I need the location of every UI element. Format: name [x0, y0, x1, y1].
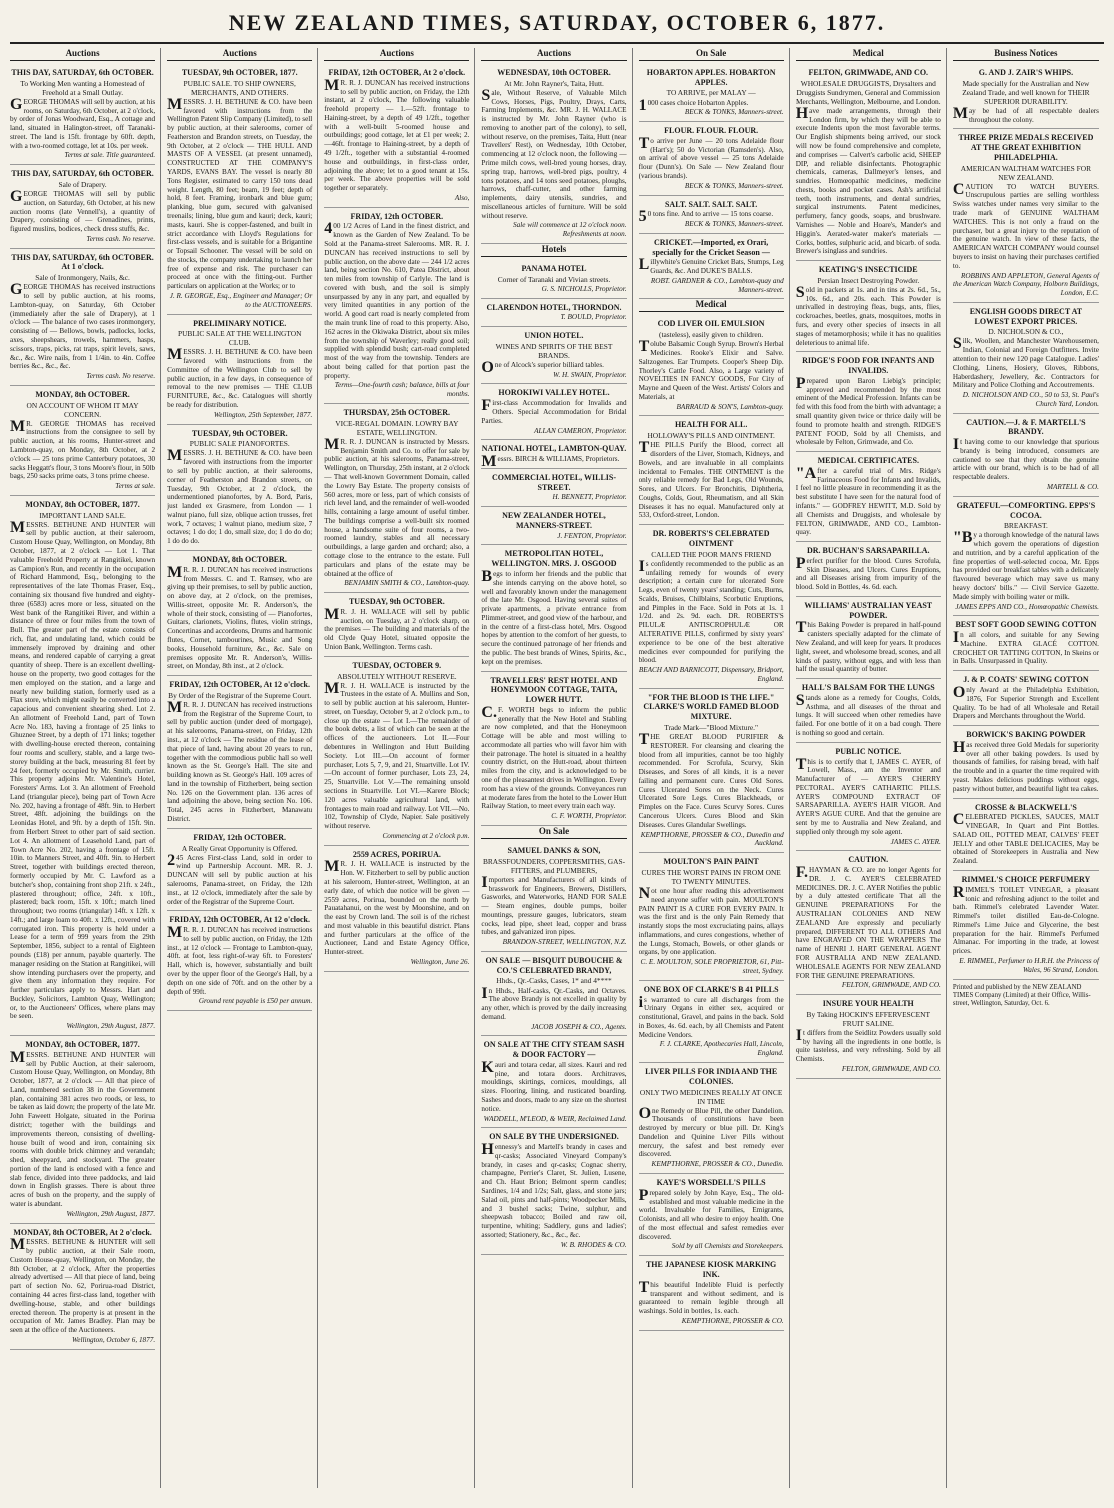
advertisement	[481, 507, 626, 545]
ad-body: Is confidently recommended to the public as an unfailing remedy for wounds of every description; a certain cure for ulcerated Sore Legs, even of twenty years' standing; Cuts, Burns, Scalds, Bruises, Chilblains, Scorbutic Eruptions, and Pimples in the Face. Sold in Pots at 1s. 1 1/2d. and 2s. 9d. each. DR. ROBERTS'S PILULÆ ANTISCROPHULÆ OR ALTERATIVE PILLS, confirmed by sixty years' experience to be one of the best alterative medicines ever compounded for purifying the blood.	[638, 557, 784, 665]
ad-body: RIMMEL'S TOILET VINEGAR, a pleasant tonic and refreshing adjunct to the toilet and bath. Rimmel's celebrated Lavender Water. Rimmel's toilet distilled Eau-de-Cologne. Rimmel's Lime Juice and Glycerine, the best preparation for the hair. Rimmel's Perfumed Almanac. For importing in the trade, at lowest prices.	[952, 883, 1099, 956]
advertisement	[324, 657, 469, 846]
ad-title: MONDAY, 8th OCTOBER.	[35, 389, 130, 399]
ad-title: NATIONAL HOTEL, LAMBTON-QUAY.	[481, 444, 627, 454]
ad-title: FRIDAY, 12th OCTOBER, At 2 o'clock.	[328, 67, 466, 77]
section-heading: Medical	[639, 299, 784, 312]
ad-title: HOBARTON APPLES. HOBARTON APPLES.	[646, 67, 776, 87]
ad-title: CLARENDON HOTEL, THORNDON.	[486, 302, 622, 312]
advertisement	[481, 260, 626, 299]
ad-title: HEALTH FOR ALL.	[674, 420, 748, 430]
advertisement	[953, 726, 1099, 798]
ad-title: FRIDAY, 12th OCTOBER, At 12 o'clock.	[169, 680, 311, 690]
newspaper-page	[10, 10, 1104, 1488]
ad-body: MR. J. H. WALLACE is instructed by the Trustees in the estate of A. Mullins and Son, to sell by public auction at his saleroom, Hunter-street, on Tuesday, October 9, at 2 o'clock p.m., to close up the estate — Lot I.—The remainder of the book debts, a list of which can be seen at the offices of the auctioneers. Lot II.—Four debentures in Wellington and Hutt Building Society. Lot III.—On account of former purchaser, Lots 5, 7, 9, and 21, Stuartville. Lot IV.—On account of former purchaser, Lots 23, 24, 25, Stuartville. Lot V.—The remaining unsold sections in Stuartville. Lot VI.—Karere Block; 120 acres valuable agricultural land, with frontages to main road and railway. Lot VII.—No. 102, Township of Clyde, Napier. Sale positively without reserve.	[324, 679, 470, 831]
ad-body: Has received three Gold Medals for superiority over all other baking powders. Is used by thousands of families, for raising bread, with half the trouble and in a quarter the time required with yeast. Makes delicious puddings without eggs, pastry without butter, and beautiful light tea cakes.	[952, 738, 1099, 793]
ad-body: CELEBRATED PICKLES, SAUCES, MALT VINEGAR, In Quart and Pint Bottles. SALAD OIL, POTTED MEAT, CALVES' FEET JELLY and other TABLE DELICACIES, May be obtained of Storekeepers in Australia and New Zealand.	[952, 811, 1099, 866]
advertisement	[796, 64, 941, 261]
ad-subtitle: By Order of the Registrar of the Supreme Court.	[168, 690, 312, 700]
ad-title: WILLIAMS' AUSTRALIAN YEAST POWDER.	[804, 600, 933, 620]
advertisement	[639, 196, 784, 234]
ad-body: Silk, Woollen, and Manchester Warehousemen, Indian, Colonial and Foreign Outfitters. Invite attention to their new 120 page Catalogue. Ladies' Clothing, Linens, Hosiery, Gloves, Ribbons, Haberdashery, Jewellery, &c. Contractors for Military and Police Clothing and Accoutrements.	[952, 335, 1099, 390]
ad-body: Sale, Without Reserve, of Valuable Milch Cows, Horses, Pigs, Poultry, Drays, Carts, Farming Implements, &c. MR. J. H. WALLACE is instructed by Mr. John Rayner (who is removing to another part of the colony), to sell, without reserve, on the premises, Taita, Hutt (near Travellers' Rest), on Wednesday, 10th October, commencing at 12 o'clock noon, the following — Prime milch cows, well-bred young horses, dray, spring trap, harrows, well-bred pigs, poultry, 4 tons potatoes, and 14 tons seed potatoes, ploughs, harrows, chaff-cutter, and other farming implements, dairy utensils, sundries, and miscellaneous articles of furniture. Will be sold without reserve.	[481, 86, 627, 220]
advertisement	[10, 249, 155, 386]
ad-signature: BRANDON-STREET, WELLINGTON, N.Z.	[502, 938, 627, 947]
ad-signature: BECK & TONKS, Manners-street.	[684, 220, 784, 229]
ad-title: MONDAY, 8th OCTOBER.	[192, 554, 287, 564]
ad-subtitle: HOLLOWAY'S PILLS AND OINTMENT.	[647, 431, 775, 441]
advertisement	[324, 846, 469, 972]
ad-body: C.F. WORTH begs to inform the public generally that the New Hotel and Stabling are now completed, and that the Honeymoon Cottage will be able and most willing to accommodate all parties who will favor him with their patronage. The hotel is situated in a healthy country district, on the Hutt-road, about thirteen miles from the city, and is acknowledged to be one of the pleasantest drives in Wellington. Every room has a view of the grounds. Conveyances run at moderate fares from the hotel to the Lower Hutt Railway Station, to meet every train each way.	[481, 703, 627, 811]
ad-signature: J. R. GEORGE, Esq., Engineer and Manager; Or to the AUCTIONEERS.	[169, 291, 313, 309]
ad-signature: KEMPTHORNE, PROSSER & CO., Dunedin and Auckland.	[640, 830, 784, 848]
column-1	[10, 48, 161, 1488]
advertisement	[639, 64, 784, 122]
ad-body: GEORGE THOMAS will sell by auction, at his rooms, on Saturday, 6th October, at 2 o'clock, by order of Jonas Woodward, Esq., A cottage and land, situated in Halington-street, off Taranaki-street. The land is 15ft. frontage by 60ft. depth, with a two-roomed cottage, let at 10s. per week.	[10, 95, 156, 150]
advertisement	[10, 64, 155, 165]
ad-subtitle: To Working Men wanting a Homestead of Freehold at a Small Outlay.	[20, 78, 145, 97]
advertisement	[953, 129, 1099, 302]
ad-body: This Baking Powder is prepared in half-pound canisters specially adapted for the climate of New Zealand, and will keep for years. It produces light, sweet, and wholesome bread, scones, and all kinds of pastry, without eggs, and with less than half the usual quantity of butter.	[795, 619, 941, 674]
ad-body: THE PILLS Purify the Blood, correct all disorders of the Liver, Stomach, Kidneys, and Bowels, and are invaluable in all complaints incidental to Females. THE OINTMENT is the only reliable remedy for Bad Legs, Old Wounds, Sores, and Ulcers. For Bronchitis, Diphtheria, Coughs, Colds, Gout, Rheumatism, and all Skin Diseases it has no equal. Manufactured only at 533, Oxford-street, London.	[638, 439, 784, 520]
ad-body: Perfect purifier for the blood. Cures Scrofula, Skin Diseases, and Ulcers. Cures Eruptions, and all Diseases arising from impurity of the blood. Sold in Bottles, 4s. 6d. each.	[795, 554, 941, 592]
ad-title: DR. ROBERTS'S CELEBRATED OINTMENT	[652, 529, 770, 548]
ad-title: THIS DAY, SATURDAY, 6th OCTOBER.	[11, 169, 154, 179]
ad-subtitle: (tasteless), easily given to children.	[659, 330, 764, 340]
ad-signature: JAMES EPPS AND CO., Homœopathic Chemists.	[955, 602, 1099, 611]
ad-subtitle: PUBLIC SALE AT THE WELLINGTON CLUB.	[177, 329, 302, 348]
ad-subtitle: Sale of Ironmongery, Nails, &c.	[35, 273, 130, 283]
advertisement	[639, 981, 784, 1063]
ad-subtitle: VICE-REGAL DOMAIN. LOWRY BAY ESTATE, WELLINGTON.	[335, 418, 459, 437]
advertisement	[481, 384, 626, 440]
ad-subtitle: Persian Insect Destroying Powder.	[817, 275, 920, 285]
ad-title: GRATEFUL—COMFORTING. EPPS'S COCOA.	[956, 500, 1096, 520]
ad-body: 50 tons fine. And to arrive — 15 tons coarse.	[638, 208, 774, 226]
ad-signature: W. B. RHODES & CO.	[560, 1240, 627, 1249]
ad-body: Have made arrangements, through their London firm, by which they will be able to execute Indents upon the most favorable terms. Our English shipments being arrived, our stock will now be found comprehensive and complete, and comprises — Calvert's carbolic acid, SHEEP DIP, and reliable disinfectants. Photographic chemicals, cameras, Dallmeyer's lenses, and sundries. Homœopathic medicines, medicine chests, books and pocket cases. Ash's artificial teeth, tooth instruments, and dental sundries, surgical instruments. Patent medicines, perfumery, fancy goods, soaps, and brushware. Varnishes — Noble and Hoare's, Mander's and Higgin's. Aerated-water maker's materials — Corks, bottles, sulphuric acid, and bicarb. of soda. Brewer's isinglass and sundries.	[795, 104, 941, 256]
imprint: Printed and published by the NEW ZEALAND TIMES Company (Limited) at their Office, Willis-street, Wellington, Saturday, Oct. 6.	[952, 983, 1091, 1008]
ad-body: MESSRS. BETHUNE & HUNTER will sell by public auction, at their Sale room, Custom House-quay, Wellington, on Monday, the 8th October, at 2 o'clock, After the properties already advertised — All that piece of land, being part of section No. 62, Porirua-road District, containing 44 acres first-class land, together with dwelling-house, stable, and other buildings erected thereon. The property is at present in the occupation of Mr. James Bradley. Plan may be seen at the office of the Auctioneers.	[10, 1236, 156, 1335]
ad-subtitle: By Taking HOCKIN'S EFFERVESCENT FRUIT SALINE.	[806, 1009, 931, 1028]
column-heading: Auctions	[10, 48, 155, 61]
section-heading: Hotels	[481, 244, 626, 257]
ad-body: MR. R. J. DUNCAN has received instructions from the Registrar of the Supreme Court, to sell by public auction (under deed of mortgage), at his salerooms, Panama-street, on Friday, 12th inst., at 12 o'clock — The residue of the lease of that piece of land, having about 20 years to run, together with the commodious public hall so well known as the St. George's Hall. The site and building known as St. George's Hall. 109 acres of land in the township of Fitzherbert, being section No. 126 on the Government plan. 136 acres of land adjoining the above, being section No. 106. Total, 245 acres in Fitzherbert, Manawatu District.	[167, 698, 313, 824]
ad-subtitle: PUBLIC SALE. TO SHIP OWNERS, MERCHANTS, AND OTHERS.	[183, 78, 296, 97]
ad-signature: KEMPTHORNE, PROSSER & CO., Dunedin.	[651, 1160, 784, 1169]
ad-title: CRICKET.—Imported, ex Orari, specially for the Cricket Season —	[652, 237, 770, 257]
advertisement	[10, 1224, 155, 1350]
ad-body: Sold in packets at 1s. and in tins at 2s. 6d., 5s., 10s. 6d., and 20s. each. This Powder is unrivalled in destroying fleas, bugs, ants, flies, cockroaches, beetles, gnats, mosquitoes, moths in furs, and every other species of insects in all stages of metamorphosis; while it has no qualities deleterious to animal life.	[795, 283, 941, 347]
ad-body: Only Award at the Philadelphia Exhibition, 1876, For Superior Strength and Excellent Quality. To be had of all Wholesale and Retail Drapers and Merchants throughout the World.	[952, 684, 1099, 721]
ad-body: MR. R. J. DUNCAN has received instructions to sell by public auction, on Friday, the 12th instant, at 2 o'clock, The following valuable freehold property — 1.—52ft. frontage to Haining-street, by a depth of 49 1/2ft., together with a well-built 5-roomed house and outbuildings; good cottage, let at £1 per week; 2.—46ft. frontage to Haining-street, by a depth of 49 1/2ft., together with a substantial 4-roomed house and outbuildings, in first-class order, adjoining the above; let to a good tenant at 15s. per week. The above properties will be sold together or separately.	[324, 76, 470, 193]
ad-subtitle: Hhds., Qr.-Casks, Cases, 1* and 4****	[496, 976, 612, 986]
ad-signature: Wellington, 29th August, 1877.	[66, 1209, 156, 1218]
ad-subtitle: TO ARRIVE, per MALAY —	[666, 88, 756, 98]
ad-title: THIS DAY, SATURDAY, 6th OCTOBER.	[11, 67, 154, 77]
ad-signature: Terms at sale.	[115, 482, 156, 491]
advertisement	[639, 1174, 784, 1256]
ad-body: MR. J. H. WALLACE will sell by public auction, on Tuesday, at 2 o'clock sharp, on the premises — The building and materials of the old Clyde Quay Hotel, situated opposite the Union Bank, Wellington. Terms cash.	[324, 605, 470, 651]
ad-title: NEW ZEALANDER HOTEL, MANNERS-STREET.	[502, 511, 606, 530]
advertisement	[481, 952, 626, 1036]
advertisement	[167, 425, 312, 551]
ad-title: THURSDAY, 25th OCTOBER.	[343, 408, 451, 418]
ad-subtitle: PUBLIC SALE PIANOFORTES.	[189, 439, 290, 449]
ad-title: FELTON, GRIMWADE, AND CO.	[808, 67, 929, 77]
ad-signature: Terms—One-fourth cash; balance, bills at four months.	[334, 381, 470, 399]
ad-signature: Also,	[454, 193, 470, 202]
column-3	[324, 48, 475, 1488]
ad-subtitle: ONLY TWO MEDICINES REALLY AT ONCE IN TIME	[639, 1087, 783, 1106]
ad-body: In all colors, and suitable for any Sewing Machine. EXTRA GLACÉ COTTON. CROCHET OR TATTING COTTON, In Skeins or in Balls. Unsurpassed in Quality.	[952, 629, 1099, 666]
ad-signature: MARTELL & CO.	[1046, 483, 1099, 492]
ad-signature: Terms cash. No reserve.	[86, 372, 156, 381]
ad-body: THE GREAT BLOOD PURIFIER & RESTORER. For cleansing and clearing the blood from all impurities, cannot be too highly recommended. For Scrofula, Scurvy, Skin Diseases, and Sores of all kinds, it is a never failing and permanent cure. Cures Old Sores. Cures Ulcerated Sores on the Neck. Cures Ulcerated Sore Legs. Cures Blackheads, or Pimples on the Face. Cures Scurvy Sores. Cures Cancerous Ulcers. Cures Blood and Skin Diseases. Cures Glandular Swellings.	[638, 731, 784, 829]
ad-title: LIVER PILLS FOR INDIA AND THE COLONIES.	[645, 1067, 778, 1086]
ad-body: Tolube Balsamic Cough Syrup. Brown's Herbal Medicines. Rooke's Elixir and Salve. Saltzogenes. Ear Trumpets. Cooper's Sheep Dip. Thorley's Cattle Food. Also, a Large variety of NOVELTIES IN FANCY GOODS, For City of Mayne and Queen of the West. Artists' Colors and Materials, at	[638, 338, 784, 401]
ad-title: SAMUEL DANKS & SON,	[507, 845, 601, 855]
ad-body: MESSRS. BETHUNE AND HUNTER will sell by public auction, at their saleroom, Custom House Quay, Wellington, on Monday, 8th October, 1877, at 2 o'clock — Lot 1. That valuable Freehold Property at Rangitikei, known as Campion's Run, and recently in the occupation of Richard Hammond, Esq., belonging to the representatives of the late Thomas Fraser, Esq., containing six thousand five hundred and eighty-three (6583) acres more or less, situated on the West bank of the Rangitikei River, and within a distance of three or four miles from the town of Bull. The greater part of the estate consists of rich, flat, and undulating land, which could be immensely improved by draining and other means, and rendered capable of carrying a great quantity of sheep. There is an excellent dwelling-house on the property, two good cottages for the men employed on the station, and a large and nearly new building station, formerly used as a Flax store, which might easily be converted into a capacious and convenient shearing shed. Lot 2. An allotment of Freehold Land, part of Town Acre No. 183, having a frontage of 25 links to Ghuznee Street, by a depth of 171 links; together with dwelling-house erected thereon, containing four rooms and scullery, stable, and a large two-storey building at the back, measuring 81 feet by 24 feet, formerly occupied by Mr. Smith, currier. This property adjoins Mr. Valentine's Hotel, Foresters' Arms. Lot 3. An allotment of Freehold Land (triangular piece), being part of Town Acre No. 202, having a frontage of 48ft. 9in. to Herbert Street, 48ft. adjoining the buildings on the Leonidas Hotel, and 9ft. by a depth of 15ft. 9in. from Herbert Street to other part of said section. Lot 4. An allotment of Leasehold Land, part of Town Acre No. 202, having a frontage of 15ft. 10in. to Manners Street, and 40ft. 9in. to Herbert Street, together with buildings erected thereon, formerly occupied by Mr. C. Lawford as a butcher's shop, containing front shop 21ft. x 24ft., plastered throughout; office, 24ft. x 10ft., plastered; back room, 15ft. x 10ft.; match lined throughout; two rooms (triangular) 14ft. x 12ft. x 14ft.; and large loam to 40ft. x 12ft., covered with corrugated iron. This property is held under a Lease for a term of 999 years from the 29th September, 1856, subject to a rental of Eighteen pounds (£18) per annum, payable quarterly. The manager residing on the Station at Rangitikei, will show intending purchasers over the property, and give them any information they require. For further particulars apply to Messrs. Hart and Buckley, Solicitors, Lambton Quay, Wellington; or, to the Auctioneers' Offices, where plans may be seen.	[10, 518, 156, 1021]
ad-body: MESSRS. J. H. BETHUNE & CO. have been favored with instructions from the Committee of the Wellington Club to sell by public auction, in a few days, in consequence of removal to the new premises — THE CLUB FURNITURE, &c., &c. Catalogues will shortly be ready for distribution.	[167, 346, 313, 410]
ad-signature: BENJAMIN SMITH & CO., Lambton-quay.	[344, 579, 470, 588]
column-heading: Business Notices	[953, 48, 1099, 61]
advertisement	[796, 597, 941, 679]
ad-body: GEORGE THOMAS will sell by public auction, on Saturday, 6th October, at his new auction rooms (late Vennell's), a quantity of Drapery, consisting of — Grenadines, prints, figured muslins, bodices, check dress stuffs, &c.	[10, 188, 156, 234]
advertisement	[167, 911, 312, 1011]
masthead: NEW ZEALAND TIMES, SATURDAY, OCTOBER 6, 1877.	[10, 10, 1104, 44]
advertisement	[953, 871, 1099, 980]
advertisement	[953, 64, 1099, 129]
ad-title: FRIDAY, 12th OCTOBER.	[350, 211, 444, 221]
ad-title: G. AND J. ZAIR'S WHIPS.	[978, 67, 1074, 77]
ad-body: MR. J. H. WALLACE is instructed by the Hon. W. Fitzherbert to sell by public auction at his saleroom, Hunter-street, Wellington, at an early date, of which due notice will be given — 2559 acres, Porirua, bounded on the north by Pauatahanui, on the west by Moonshine, and on the east by Crown land. The soil is of the richest and most valuable in this beautiful district. Plans and further particulars at the office of the Auctioneer, Land and Estate Agency Office, Hunter-street.	[324, 858, 470, 957]
ad-title: MONDAY, 8th OCTOBER, 1877.	[25, 499, 140, 509]
advertisement	[796, 743, 941, 852]
advertisement	[481, 545, 626, 671]
ad-title: J. & P. COATS' SEWING COTTON	[963, 675, 1089, 685]
advertisement	[481, 64, 626, 244]
ad-signature: Ground rent payable is £50 per annum.	[198, 997, 313, 1006]
ad-title: RIMMEL'S CHOICE PERFUMERY	[961, 875, 1091, 884]
ad-body: MR. R. J. DUNCAN has received instructions from Messrs. C. and T. Ramsey, who are giving up their premises, to sell by public auction, on above day, at 2 o'clock, on the premises, Willis-street, opposite Mr. R. Anderson's, the whole of their stock, consisting of — Pianofortes, Guitars, clarionets, Violins, flutes, violin strings, Concertinas and accordeons, Drums and harmonic flutes, Cornet, tambourines, Music and Song books, Household furniture, &c., &c. Sale on premises opposite Mr. R. Anderson's, Willis-street, on Monday, 8th inst., at 2 o'clock.	[167, 563, 313, 671]
ad-signature: D. NICHOLSON AND CO., 50 to 53, St. Paul's Church Yard, London.	[962, 391, 1099, 408]
ad-body: 400 1/2 Acres of Land in the finest district, and known as the Garden of New Zealand. To be Sold at the Panama-street Salerooms. MR. R. J. DUNCAN has received instructions to sell by public auction, on the above date — 244 1/2 acres land, being section No. 610, Patea District, about ten miles from township of Carlyle. The land is covered with bush, and the soil is simply unsurpassed by any in any part, and equalled by very limited quantities in any portion of the world. A good cart road is nearly completed from the main trunk line of road to this property. Also, 162 acres in the Okiwaka District, about six miles from the township of Waverley; really good soil; supplied with splendid bush; cart-road completed most of the way from the township. Tenders are about being called for that portion past the property.	[324, 220, 470, 380]
ad-signature: Wellington, October 6, 1877.	[71, 1335, 156, 1344]
ad-body: Lillywhite's Genuine Cricket Bats, Stumps, Leg Guards, &c. And DUKE'S BALLS.	[638, 256, 784, 276]
advertisement	[639, 525, 784, 688]
advertisement	[10, 165, 155, 248]
ad-signature: WADDELL, M'LEOD, & WEIR, Reclaimed Land.	[483, 1114, 627, 1123]
advertisement	[167, 315, 312, 425]
ad-subtitle: CALLED THE POOR MAN'S FRIEND	[651, 549, 772, 559]
advertisement	[953, 497, 1099, 617]
ad-subtitle: At Mr. John Rayner's, Taita, Hutt.	[504, 78, 604, 88]
ad-subtitle: Made specially for the Australian and New Zealand Trade, and well known for THEIR SUPERIOR DURABILITY.	[962, 78, 1090, 106]
ad-title: THREE PRIZE MEDALS RECEIVED AT THE GREAT EXHIBITION PHILADELPHIA.	[958, 133, 1094, 162]
ad-signature: Terms at sale. Title guaranteed.	[64, 151, 156, 160]
advertisement	[953, 303, 1099, 414]
ad-title: RIDGE'S FOOD FOR INFANTS AND INVALIDS.	[802, 356, 935, 376]
ad-subtitle: A Really Great Opportunity is Offered.	[181, 843, 298, 853]
advertisement	[796, 261, 941, 352]
advertisement	[796, 352, 941, 452]
ad-title: FRIDAY, 12th OCTOBER, At 12 o'clock.	[169, 915, 311, 925]
ad-title: CAUTION.—J. & F. MARTELL'S BRANDY.	[966, 417, 1086, 437]
ad-signature: C. F. WORTH, Proprietor.	[551, 812, 627, 821]
ad-subtitle: BREAKFAST.	[1003, 521, 1048, 531]
ad-title: MEDICAL CERTIFICATES.	[817, 456, 919, 466]
advertisement	[481, 440, 626, 469]
ad-body: 1000 cases choice Hobarton Apples.	[638, 96, 749, 114]
ad-body: It having come to our knowledge that spurious brandy is being introduced, consumers are cautioned to see that they obtain the genuine article with our brand, which is to be had of all respectable dealers.	[952, 436, 1099, 482]
advertisement	[481, 469, 626, 507]
advertisement	[639, 689, 784, 853]
advertisement	[639, 234, 784, 300]
ad-title: PANAMA HOTEL	[521, 264, 587, 273]
ad-body: 245 Acres First-class Land, sold in order to wind up Partnership Account. MR. R. J. DUNCAN will sell by public auction at his salerooms, Panama-street, on Friday, the 12th inst., at 12 o'clock, immediately after the sale by order of the Registrar of the Supreme Court.	[167, 851, 313, 906]
ad-title: ONE BOX OF CLARKE'S B 41 PILLS	[643, 984, 779, 994]
column-6	[796, 48, 947, 1488]
columns-container	[10, 48, 1104, 1488]
advertisement	[796, 679, 941, 743]
advertisement	[324, 593, 469, 657]
ad-signature: H. BENNETT, Proprietor.	[552, 493, 627, 502]
ad-body: First-class Accommodation for Invalids and Others. Special Accommodation for Bridal Parties.	[481, 397, 627, 425]
ad-signature: Commencing at 2 o'clock p.m.	[382, 831, 470, 840]
ad-body: To arrive per June — 20 tons Adelaide flour (Hart's); 50 do Victorian (Ramsden's). Also, on arrival of above vessel — 25 tons Adelaide flour (Dunn's). On Sale — New Zealand flour (various brands).	[638, 134, 784, 180]
ad-subtitle: WINES AND SPIRITS OF THE BEST BRANDS.	[495, 341, 613, 360]
ad-body: MESSRS. J. H. BETHUNE & CO. have been favored with instructions from the importer to sell by public auction, at their salerooms, corner of Featherston and Brandon streets, on Tuesday, 9th October, at 2 o'clock, the undermentioned pianofortes, by A. Bord, Paris, just landed ex Grasmere, from London — 1 walnut piano, full size, oblique action trusses, fret work, 7 octaves; 1 walnut piano, medium size, 7 octaves; 1 do do; 1 do, small size, do; 1 do do do; 1 do do do.	[167, 447, 313, 546]
ad-title: MONDAY, 8th OCTOBER, At 2 o'clock.	[13, 1227, 152, 1237]
ad-title: WEDNESDAY, 10th OCTOBER.	[497, 67, 611, 77]
ad-title: DR. BUCHAN'S SARSAPARILLA.	[807, 546, 930, 556]
advertisement	[324, 64, 469, 208]
ad-title: SALT. SALT. SALT. SALT.	[664, 199, 758, 209]
ad-body: In Hhds., Half-casks, Qr.-Casks, and Octaves. The above Brandy is not excelled in quality by any other, which is proved by the daily increasing demand.	[481, 984, 627, 1021]
ad-body: MR. R. J. DUNCAN has received instructions to sell by public auction, on Friday, the 12th inst., at 12 o'clock — Frontage to Lambton-quay, 40ft. at foot, less right-of-way 6ft. to Foresters' Hall, which is, however, substantially and built over by the upper floor of the George's Hall, by a depth on one side of 70ft. and on the other by a depth of 99ft.	[167, 924, 313, 996]
advertisement	[167, 551, 312, 676]
ad-title: COD LIVER OIL EMULSION	[657, 319, 765, 329]
advertisement	[167, 676, 312, 829]
ad-signature: KEMPTHORNE, PROSSER & CO.	[681, 1316, 784, 1325]
column-heading: Auctions	[481, 48, 626, 61]
ad-title: FLOUR. FLOUR. FLOUR.	[664, 126, 759, 136]
advertisement	[796, 851, 941, 995]
advertisement	[167, 829, 312, 911]
advertisement	[953, 799, 1099, 871]
ad-title: 2559 ACRES, PORIRUA.	[352, 849, 441, 859]
column-heading: Auctions	[167, 48, 312, 61]
ad-signature: BECK & TONKS, Manners-street.	[684, 181, 784, 190]
ad-body: One of Alcock's superior billiard tables.	[481, 358, 604, 376]
advertisement	[639, 1063, 784, 1174]
ad-body: This is to certify that I, JAMES C. AYER, of Lowell, Mass., am the Inventor and Manufacturer of — AYER'S CHERRY PECTORAL. AYER'S CATHARTIC PILLS. AYER'S COMPOUND EXTRACT OF SARSAPARILLA. AYER'S HAIR VIGOR. And AYER'S AGUE CURE. And that the genuine are sent by me to Australia and New Zealand, and supplied only through my sole agent.	[795, 755, 941, 836]
ad-signature: T. BOULD, Proprietor.	[560, 313, 627, 322]
ad-body: is warranted to cure all discharges from the Urinary Organs in either sex, acquired or constitutional, Gravel, and pains in the back. Sold in Boxes, 4s. 6d. each, by all Chemists and Patent Medicine Vendors.	[638, 993, 784, 1039]
advertisement	[10, 496, 155, 1036]
ad-signature: E. RIMMEL, Perfumer to H.R.H. the Princess of Wales, 96 Strand, London.	[959, 957, 1099, 974]
ad-body: May be had of all respectable dealers throughout the colony.	[952, 104, 1099, 124]
ad-body: Not one hour after reading this advertisement need anyone suffer with pain. MOULTON'S PAIN PAINT IS A CURE FOR EVERY PAIN. It was the first and is the only Pain Remedy that instantly stops the most excruciating pains, allays inflammations, and cures congestions, whether of the Lungs, Stomach, Bowels, or other glands or organs, by one application.	[638, 884, 784, 957]
ad-title: PRELIMINARY NOTICE.	[193, 318, 287, 328]
column-2	[167, 48, 318, 1488]
ad-title: CROSSE & BLACKWELL'S	[975, 802, 1077, 812]
advertisement	[481, 327, 626, 384]
ad-body: Prepared solely by John Kaye, Esq., The old-established and most valuable medicine in the world. Invaluable for Families, Emigrants, Colonists, and all who desire to enjoy health. One of the most effectual and safest remedies ever discovered.	[638, 1186, 784, 1241]
advertisement	[10, 386, 155, 496]
ad-body: MR. R. J. DUNCAN is instructed by Messrs. Benjamin Smith and Co. to offer for sale by public auction, at his salerooms, Panama-street, Wellington, on Thursday, 25th instant, at 2 o'clock — That well-known Government Domain, called the Lowry Bay Estate. The property consists of 560 acres, more or less, part of which consists of rich level land, and the remainder of well-wooded hills, containing a large amount of useful timber. The buildings comprise a well-built six roomed house, a handsome suite of four rooms, a two-roomed laundry, stables and all necessary outbuildings, a large garden and orchard; also, a cottage close to the entrance to the estate. Full particulars and plans of the estate may be obtained at the office of	[324, 435, 470, 578]
column-4	[481, 48, 632, 1488]
advertisement	[796, 995, 941, 1079]
ad-subtitle: Corner of Taranaki and Vivian streets.	[497, 274, 611, 284]
ad-subtitle: D. NICHOLSON & CO.,	[988, 327, 1064, 337]
ad-body: Stands alone as a remedy for Coughs, Colds, Asthma, and all diseases of the throat and lungs. It will succeed when other remedies have failed. For one bottle of it on a bad cough. There is nothing so good and certain.	[795, 691, 941, 738]
ad-title: HALL'S BALSAM FOR THE LUNGS	[801, 683, 935, 693]
ad-body: CAUTION TO WATCH BUYERS. Unscrupulous parties are selling worthless Swiss watches under names very similar to the trade mark of GENUINE WALTHAM WATCHES. This is not only a fraud on the purchaser, but a great injury to the reputation of the genuine watch. In view of these facts, the AMERICAN WATCH COMPANY would counsel buyers to insist on having their purchases certified to.	[952, 180, 1099, 270]
ad-signature: W. H. SWAIN, Proprietor.	[553, 370, 627, 379]
ad-body: MESSRS. BETHUNE AND HUNTER will sell by Public Auction, at their saleroom, Custom House Quay, Wellington, on Monday, 8th October, 1877, at 2 o'clock — All that piece of Land, numbered section 38 in the Government plan, containing 381 acres two roods, or less, to be taken as laid down; the property of the late Mr. John Faweett Holgate, situated in the Porirua district; together with the buildings and improvements thereon, consisting of dwelling-house built of wood and iron, containing six rooms with double brick chimney and verandah; shed, sheepyard, and stockyard. The greater portion of the land is enclosed with a fence and slab fence, divided into three paddocks, and laid down in English grasses. There is about three acres of bush on the property, and the supply of water is abundant.	[10, 1048, 156, 1209]
ad-title: BORWICK'S BAKING POWDER	[966, 730, 1086, 740]
ad-signature: ALLAN CAMERON, Proprietor.	[534, 426, 627, 435]
ad-body: Messrs. BIRCH & WILLIAMS, Proprietors.	[481, 453, 620, 471]
ad-title: BEST SOFT GOOD SEWING COTTON	[955, 620, 1097, 630]
ad-body: Begs to inform her friends and the public that she intends carrying on the above hotel, so well and favorably known under the management of the late Mr. Osgood. Having several suites of private apartments, a private entrance from Plimmer-street, and good view of the harbour, and in the centre of a first-class hotel, Mrs. Osgood hopes by attention to the comfort of her guests, to secure the continued patronage of her friends and the public. The best brands of Wines, Spirits, &c., kept on the premises.	[481, 567, 627, 666]
advertisement	[10, 1036, 155, 1224]
advertisement	[481, 672, 626, 826]
ad-title: KAYE'S WORSDELL'S PILLS	[656, 1178, 766, 1188]
ad-subtitle: IMPORTANT LAND SALE.	[39, 510, 126, 520]
ad-title: ON SALE BY THE UNDERSIGNED.	[489, 1132, 619, 1142]
ad-title: INSURE YOUR HEALTH	[822, 999, 914, 1009]
advertisement	[324, 404, 469, 593]
advertisement	[481, 1036, 626, 1128]
advertisement	[639, 1256, 784, 1330]
advertisement	[796, 542, 941, 597]
ad-body: Hennessy's and Martell's brandy in cases and qr-casks; Associated Vineyard Company's brandy, in cases and qr-casks; Cognac sherry, champagne, Perrier's Claret, St. Julien, Lusene, and Ch. Haut Brion; Belmont sperm candles; Sardines, 1/4 and 1/2s; Salt, glass, and stone jars; Salad oil, pints and half-pints; Woodpecker Mills, and 3 bushel sacks; Twine, sulphur, and sheepwash tobacco; Boiled and raw oil, turpentine, whiting; Saddlery, guns and ladies'; assorted; Stationery, &c., &c., &c.	[481, 1141, 627, 1239]
column-heading: Medical	[796, 48, 941, 61]
ad-title: "FOR THE BLOOD IS THE LIFE." CLARKE'S WORLD FAMED BLOOD MIXTURE.	[643, 692, 779, 722]
advertisement	[324, 208, 469, 404]
advertisement	[796, 452, 941, 542]
ad-body: GEORGE THOMAS has received instructions to sell by public auction, at his rooms, Lambton-quay, on Saturday, 6th October (immediately after the sale of Drapery), at 1 o'clock — The balance of two cases ironmongery, consisting of — Bellows, bowls, padlocks, locks, axes, sheepshears, trowels, hammers, hasps, scissors, traps, picks, rat traps, spirit levels, saws, &c., &c. Wire nails, from 1 1/4in. to 4in. Coffee berries &c., &c., &c.	[10, 281, 156, 371]
ad-title: THE JAPANESE KIOSK MARKING INK.	[645, 1260, 777, 1279]
ad-body: Prepared upon Baron Liebig's principle; approved and recommended by the most eminent of the Medical Profession. Infants can be fed with this food from the birth with advantage; a small quantity given twice or thrice daily will be found to promote health and strength. RIDGE'S PATENT FOOD, Sold by all Chemists, and wholesale by Felton, Grimwade, and Co.	[795, 374, 941, 447]
ad-signature: ROBT. GARDNER & CO., Lambton-quay and Manners-street.	[650, 276, 784, 294]
ad-title: CAUTION.	[848, 855, 889, 865]
ad-body: It differs from the Seidlitz Powders usually sold by having all the ingredients in one bottle, is quite tasteless, and very refreshing. Sold by all Chemists.	[795, 1026, 941, 1064]
advertisement	[953, 414, 1099, 497]
advertisement	[953, 616, 1099, 671]
ad-title: MOULTON'S PAIN PAINT	[663, 857, 759, 867]
ad-signature: BECK & TONKS, Manners-street.	[684, 108, 784, 117]
ad-signature: Sale will commence at 12 o'clock noon. Refreshments at noon.	[513, 221, 627, 239]
ad-body: MESSRS. J. H. BETHUNE & CO. have been favored with instructions from the Wellington Patent Slip Company (Limited), to sell by public auction, at their salerooms, corner of Featherston and Brandon streets, on Tuesday, the 9th October, at 2 o'clock — THE HULL AND MASTS OF A VESSEL (at present unnamed), CONSTRUCTED AT THE COMPANY'S YARDS, EVANS BAY. The vessel is nearly 80 Tons Register, estimated to carry 150 tons dead weight. Length, 80 feet; beam, 19 feet; depth of hold, 8 feet. Framing, ironbark and blue gum; planking, blue gum, secured with galvanised treenails; lining, blue gum and kauri; deck, kauri; masts, kauri. She is copper-fastened, and built in strict accordance with Lloyd's Regulations for first-class vessels, and is suitable for a Brigantine or Topsail Schooner. The vessel will be sold on the stocks, the company undertaking to launch her free of expense and risk. The purchaser can proceed at once with the fitting-out. Further particulars on application at the Works; or to	[167, 95, 313, 291]
ad-signature: BARRAUD & SON'S, Lambton-quay.	[676, 402, 784, 411]
ad-body: This beautiful Indelible Fluid is perfectly transparent and without sediment, and is guaranteed to remain legible through all washings. Sold in bottles, 1s. each.	[638, 1278, 784, 1316]
ad-signature: FELTON, GRIMWADE, AND CO.	[841, 1065, 941, 1073]
ad-title: UNION HOTEL.	[524, 331, 584, 341]
advertisement	[639, 315, 784, 416]
ad-signature: JAMES C. AYER.	[890, 837, 941, 846]
advertisement	[481, 842, 626, 952]
ad-title: ON SALE AT THE CITY STEAM SASH & DOOR FACTORY —	[483, 1040, 625, 1060]
ad-body: MR. GEORGE THOMAS has received instructions from the consignee to sell by public auction, at his rooms, Hunter-street and Lambton-quay, on Monday, 8th October, at 2 o'clock — 25 tons prime Canterbury potatoes, 30 sacks Heggatt's flour, 3 tons Moore's flour, in 50lb bags, 250 sacks prime oats, 3 tons prime cheese.	[10, 417, 156, 481]
ad-title: KEATING'S INSECTICIDE	[818, 265, 918, 275]
ad-title: TUESDAY, 9th OCTOBER.	[348, 597, 445, 607]
ad-title: ENGLISH GOODS DIRECT AT LOWEST EXPORT PRICES.	[969, 306, 1083, 326]
ad-title: ON SALE — BISQUIT DUBOUCHE & CO.'S CELEBRATED BRANDY,	[485, 955, 623, 975]
ad-body: Importers and Manufacturers of all kinds of brasswork for Engineers, Brewers, Distillers, Gasworks, and Waterworks, HAND FOR SALE — Steam engines, double pumps, boiler mountings, pressure gauges, lubricators, steam cocks, lead pipe, sheet lead, copper and brass tubes, and galvanized iron pipes.	[481, 873, 627, 937]
ad-subtitle: BRASSFOUNDERS, COPPERSMITHS, GAS-FITTERS, and PLUMBERS,	[482, 856, 626, 875]
ad-title: TUESDAY, OCTOBER 9.	[352, 660, 442, 670]
section-heading: On Sale	[481, 826, 626, 839]
advertisement	[481, 1128, 626, 1254]
ad-subtitle: CURES THE WORST PAINS IN FROM ONE TO TWENTY MINUTES.	[641, 867, 781, 886]
advertisement	[639, 122, 784, 195]
ad-title: TRAVELLERS' REST HOTEL AND HONEYMOON COTTAGE, TAITA, LOWER HUTT.	[490, 675, 618, 705]
ad-title: MONDAY, 8th OCTOBER, 1877.	[25, 1040, 140, 1049]
advertisement	[953, 671, 1099, 726]
ad-signature: Wellington, June 26.	[410, 957, 470, 966]
ad-subtitle: Trade Mark—"Blood Mixture."	[664, 722, 759, 732]
ad-title: THIS DAY, SATURDAY, 6th OCTOBER. At 1 o'clock.	[11, 252, 154, 272]
advertisement	[481, 299, 626, 328]
ad-title: COMMERCIAL HOTEL, WILLIS-STREET.	[491, 472, 617, 492]
column-5	[639, 48, 790, 1488]
ad-body: One Remedy or Blue Pill, the other Dandelion. Thousands of constitutions have been destroyed by mercury or blue pill. Dr. King's Dandelion and Quinine Liver Pills without mercury, the safest and best remedy ever discovered.	[638, 1104, 784, 1159]
column-heading: On Sale	[639, 48, 784, 61]
ad-signature: ROBBINS AND APPLETON, General Agents of the American Watch Company, Holborn Buildings, London, E.C.	[953, 271, 1099, 298]
ad-title: TUESDAY, 9th OCTOBER.	[191, 428, 288, 438]
ad-signature: C. E. MOULTON, SOLE PROPRIETOR, 61, Pitt-street, Sydney.	[640, 958, 784, 975]
advertisement	[167, 64, 312, 315]
ad-signature: G. S. NICHOLLS, Proprietor.	[541, 284, 627, 293]
ad-title: HOROKIWI VALLEY HOTEL.	[498, 388, 610, 398]
ad-body: Kauri and totara cedar, all sizes. Kauri and red pine, and totara doors. Architraves, mouldings, skirtings, cornices, mouldings, all sizes. Flooring, lining, and rusticated boarding. Sashes and doors, made to any size on the shortest notice.	[481, 1058, 627, 1113]
ad-signature: F. J. CLARKE, Apothecaries Hall, Lincoln, England.	[659, 1040, 784, 1058]
ad-signature: Terms cash. No reserve.	[86, 234, 156, 243]
ad-title: PUBLIC NOTICE.	[835, 746, 902, 756]
ad-subtitle: Sale of Drapery.	[58, 180, 107, 189]
ad-body: "By a thorough knowledge of the natural laws which govern the operations of digestion and nutrition, and by a careful application of the fine properties of well-selected cocoa, Mr. Epps has provided our breakfast tables with a delicately flavoured beverage which may save us many heavy doctors' bills." — Civil Service Gazette. Made simply with boiling water or milk.	[952, 529, 1099, 601]
ad-signature: Wellington, 25th September, 1877.	[213, 410, 313, 419]
ad-title: METROPOLITAN HOTEL, WELLINGTON. MRS. J. OSGOOD	[491, 549, 617, 569]
ad-signature: Wellington, 29th August, 1877.	[66, 1022, 156, 1031]
ad-body: F.HAYMAN & CO. are no longer Agents for DR. J. C. AYER'S CELEBRATED MEDICINES. DR. J. C. AYER Notifies the public by a duly attested certificate That all the GENUINE PREPARATIONS For the AUSTRALIAN COLONIES AND NEW ZEALAND Are expressly and peculiarly prepared, DIFFERENT TO ALL OTHERS And have ENGRAVED ON THE WRAPPERS The name of HENRI J. HART GENERAL AGENT FOR AUSTRALIA AND NEW ZEALAND. WHOLESALE AGENTS FOR NEW ZEALAND FOR THE GENUINE PREPARATIONS.	[795, 864, 941, 980]
ad-body: "After a careful trial of Mrs. Ridge's Farinaceous Food for Infants and Invalids, I feel no little pleasure in recommending it as the best substitute I have seen for the natural food of infants." — GODFREY HEWITT, M.D. Sold by all Chemists and Druggists, and wholesale by FELTON, GRIMWADE, AND CO., Lambton-quay.	[795, 464, 941, 537]
ad-subtitle: ABSOLUTELY WITHOUT RESERVE.	[337, 671, 457, 681]
advertisement	[639, 416, 784, 525]
column-7	[953, 48, 1104, 1488]
ad-title: FRIDAY, 12th OCTOBER.	[193, 832, 287, 842]
ad-signature: JACOB JOSEPH & CO., Agents.	[531, 1022, 627, 1031]
ad-subtitle: ON ACCOUNT OF WHOM IT MAY CONCERN.	[26, 400, 139, 419]
column-heading: Auctions	[324, 48, 469, 61]
ad-subtitle: AMERICAN WALTHAM WATCHES FOR NEW ZEALAND.	[960, 163, 1092, 182]
ad-signature: Sold by all Chemists and Storekeepers.	[671, 1242, 784, 1251]
advertisement	[639, 853, 784, 981]
ad-title: TUESDAY, 9th OCTOBER, 1877.	[181, 67, 298, 77]
ad-signature: FELTON, GRIMWADE, AND CO.	[841, 981, 941, 990]
ad-signature: J. FENTON, Proprietor.	[557, 531, 627, 540]
ad-subtitle: WHOLESALE DRUGGISTS, Drysalters and Druggists Sundrymen, General and Commission Merchants, Wellington, Melbourne, and London.	[795, 78, 941, 106]
ad-signature: BEACH AND BARNICOTT, Dispensary, Bridport, England.	[638, 666, 784, 683]
